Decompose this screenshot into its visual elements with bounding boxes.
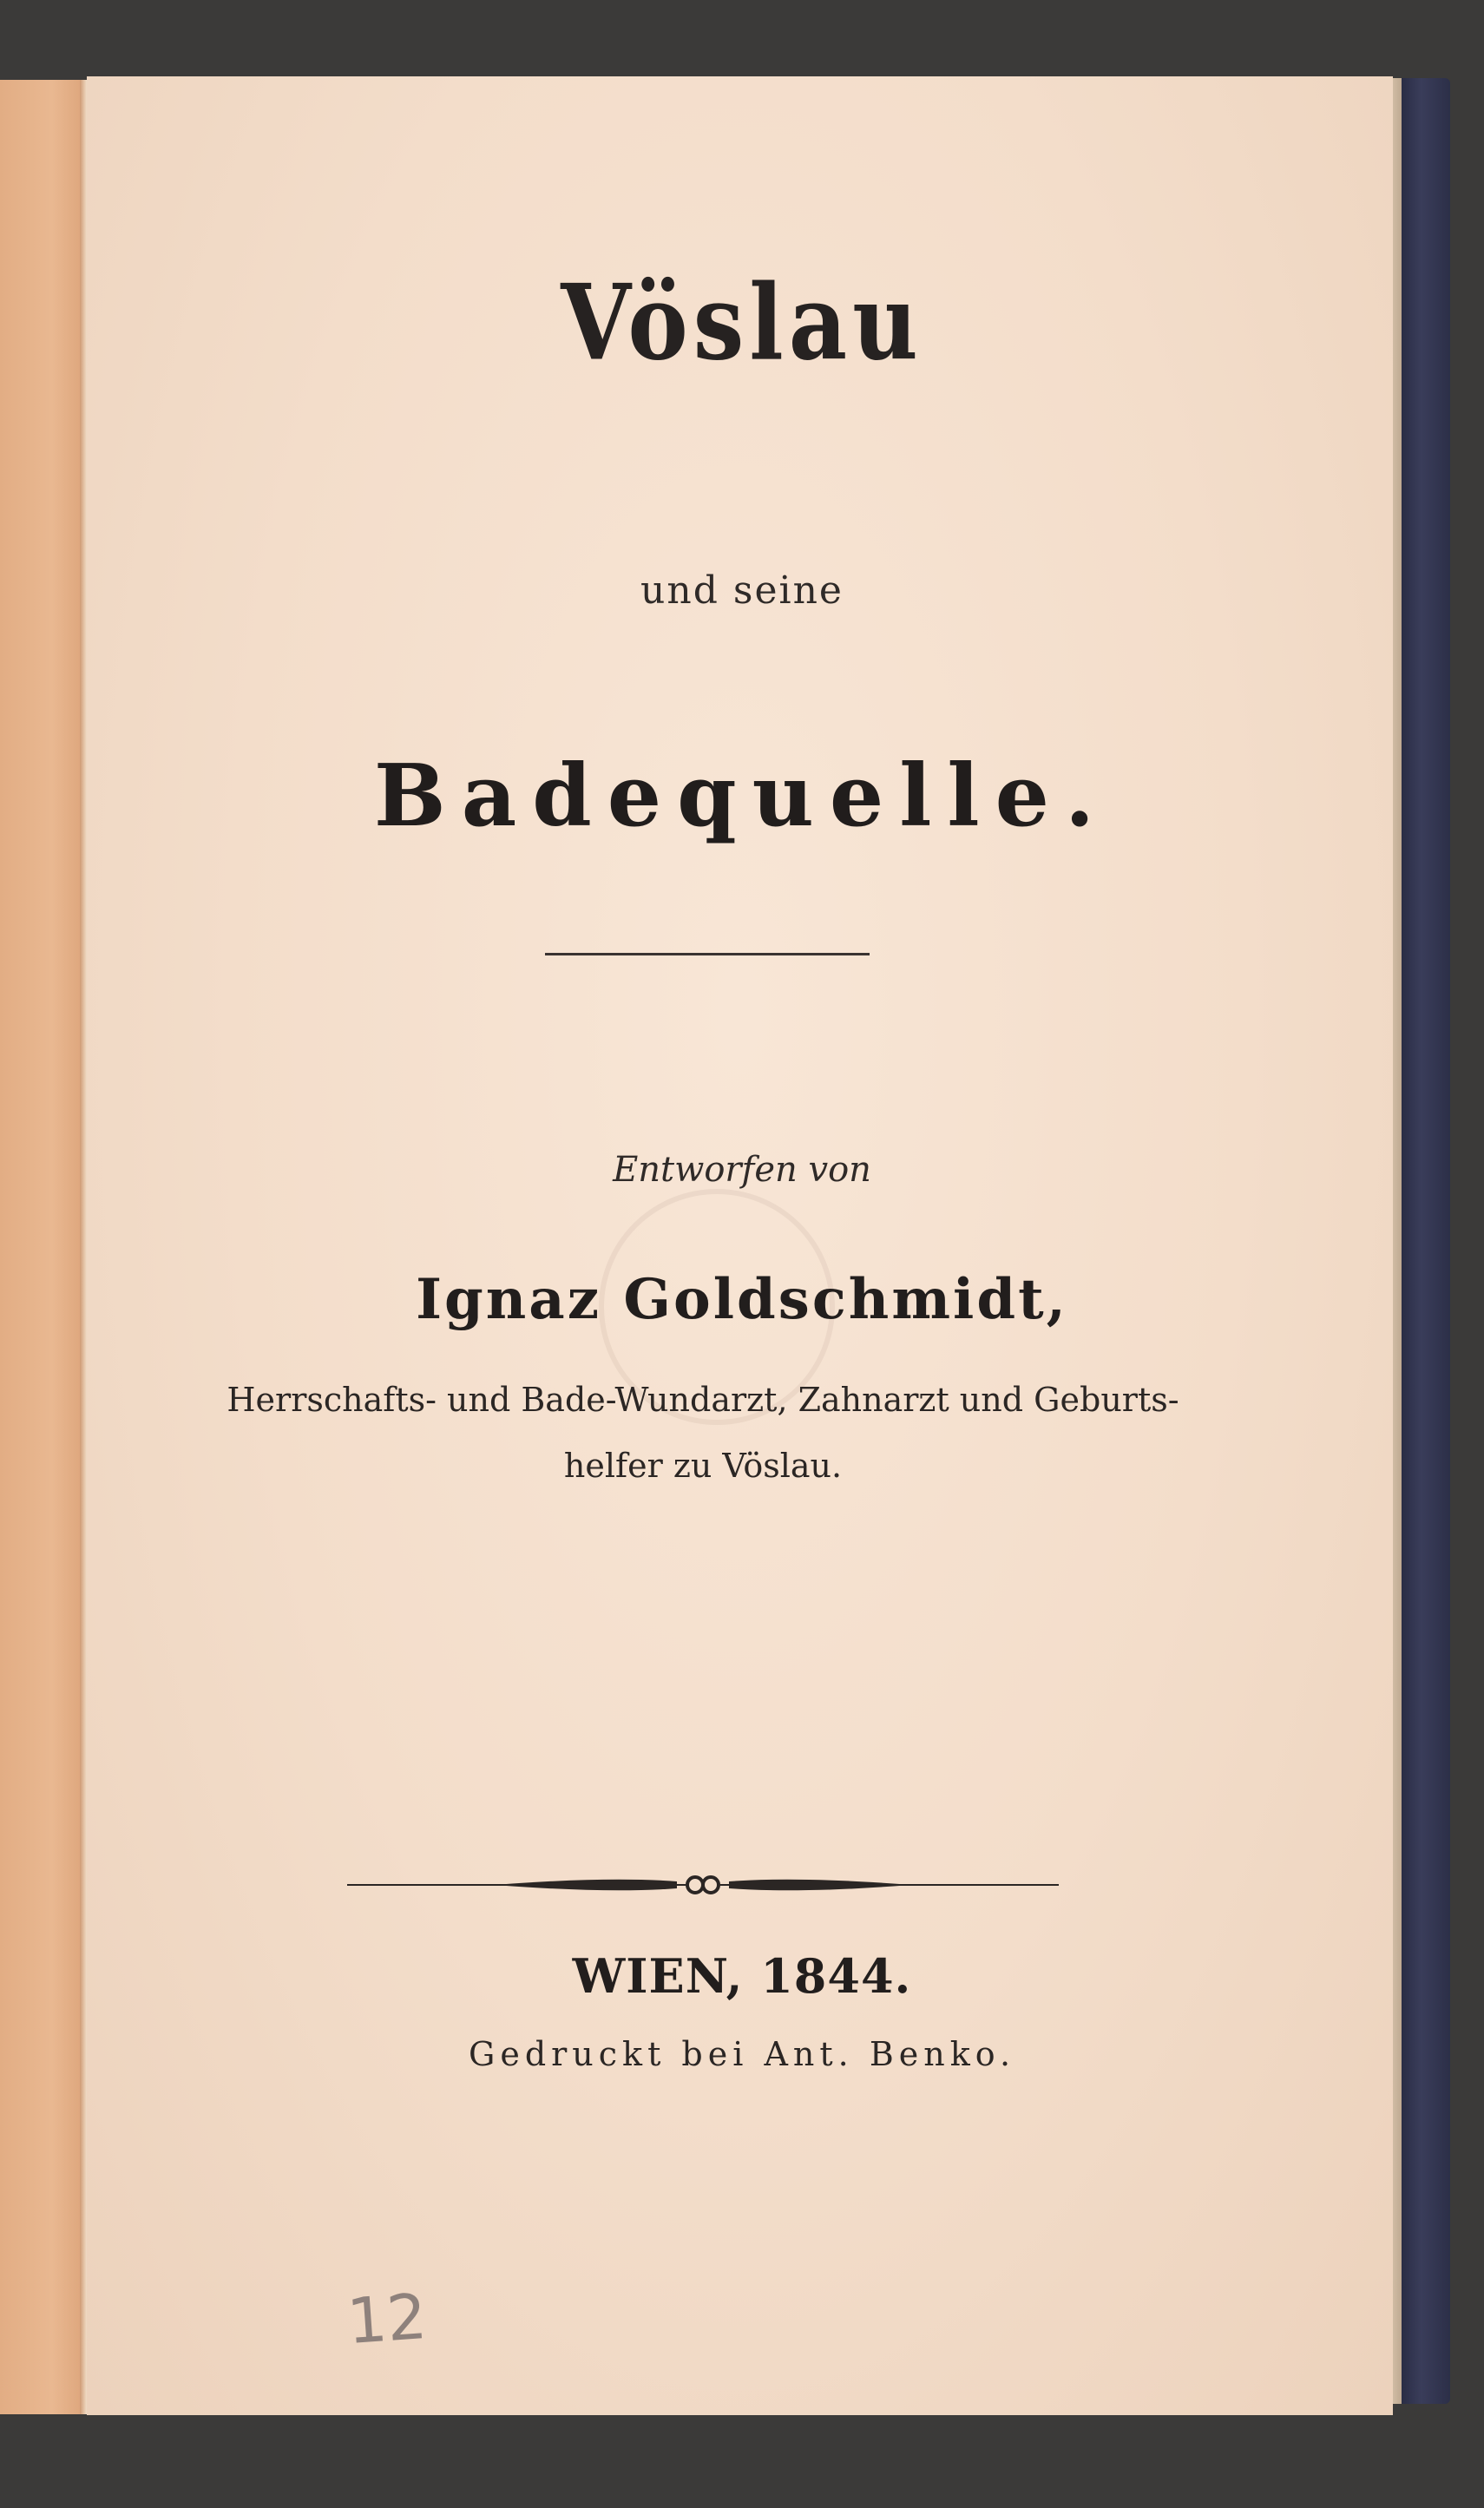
- imprint-printer: Gedruckt bei Ant. Benko.: [468, 2035, 1016, 2073]
- book-headline: Badequelle.: [373, 746, 1111, 846]
- book-subtitle: und seine: [640, 568, 844, 613]
- divider-rule: [545, 953, 870, 955]
- imprint-place-date: WIEN, 1844.: [572, 1948, 912, 2004]
- author-role-line-1: Herrschafts- und Bade-Wundarzt, Zahnarzt und Geburts-: [227, 1381, 1179, 1419]
- author-name: Ignaz Goldschmidt,: [416, 1267, 1068, 1332]
- book-title: Vöslau: [561, 260, 923, 384]
- handwritten-shelfmark: 12: [345, 2279, 430, 2359]
- author-role: [208, 1367, 1198, 1499]
- byline: Entworfen von: [613, 1150, 871, 1190]
- ornamental-rule: [347, 1866, 1059, 1904]
- author-role-line-2: helfer zu Vöslau.: [563, 1447, 843, 1485]
